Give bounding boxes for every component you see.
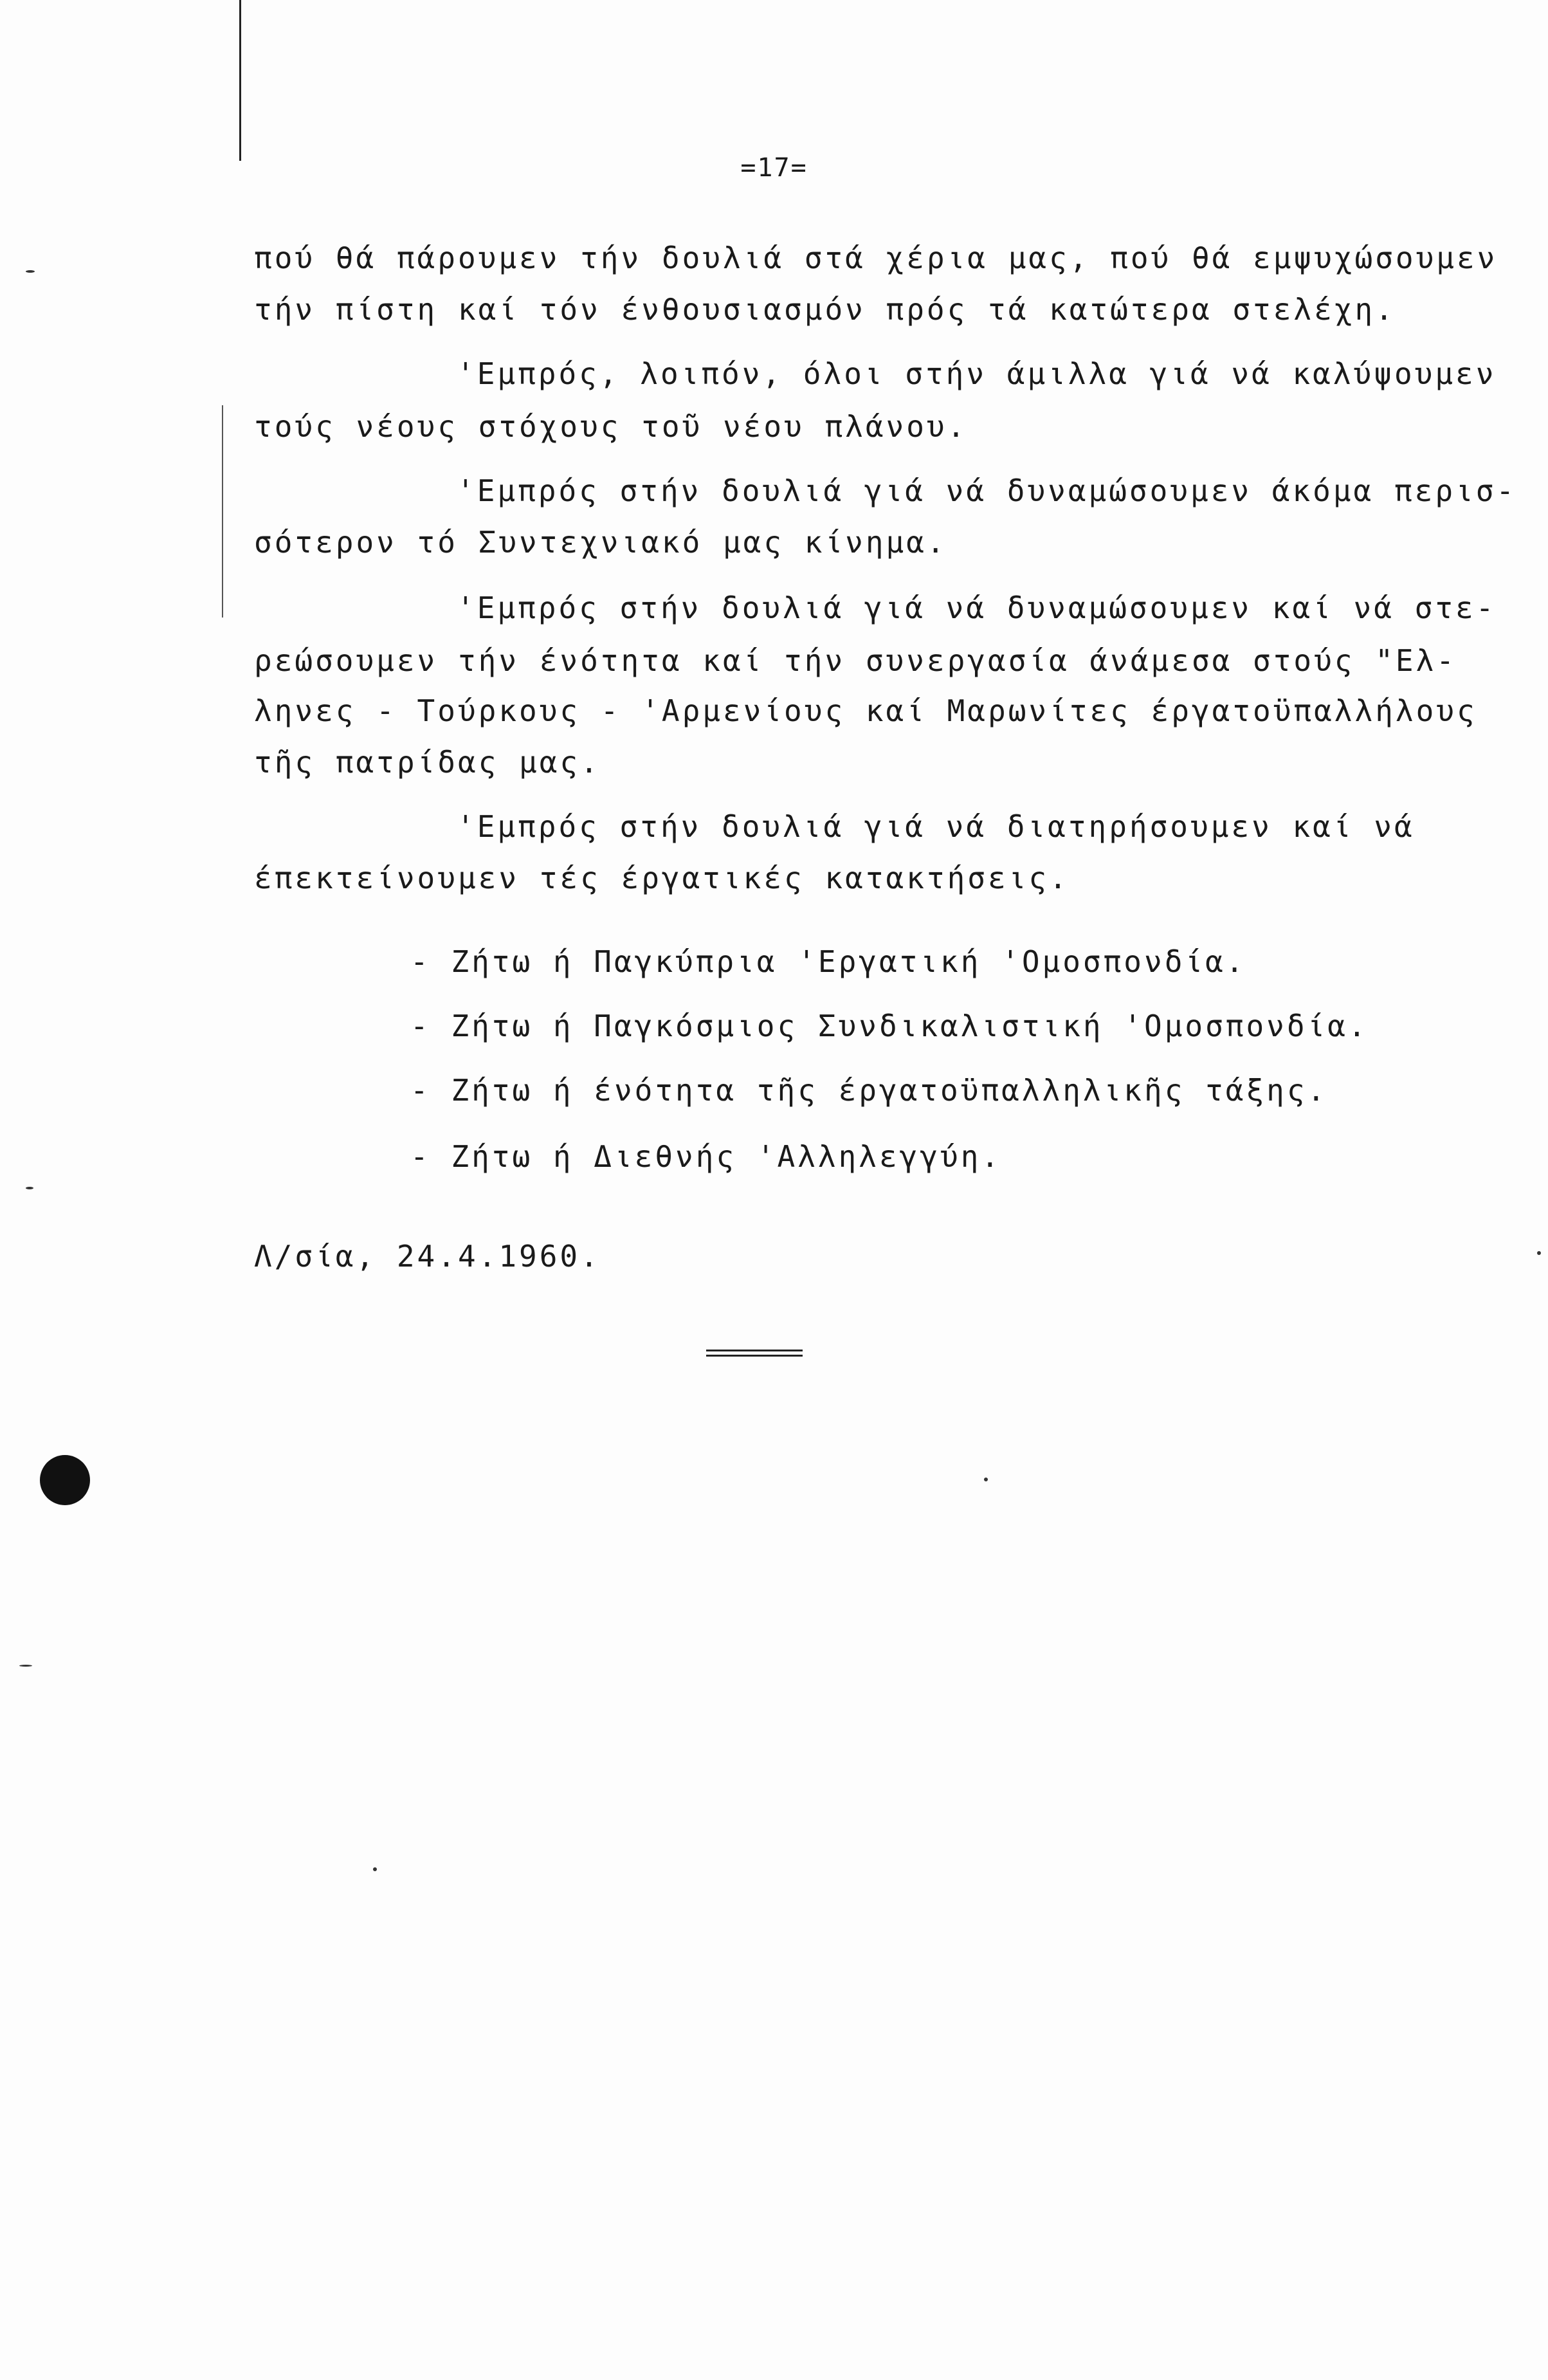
body-line: 'Εμπρός στήν δουλιά γιά νά διατηρήσουμεν καί νά — [457, 809, 1415, 844]
body-line: 'Εμπρός, λοιπόν, όλοι στήν άμιλλα γιά νά καλύψουμεν — [457, 356, 1497, 391]
body-line: τούς νέους στόχους τοῦ νέου πλάνου. — [254, 409, 968, 444]
scan-speck — [26, 270, 35, 273]
body-line: 'Εμπρός στήν δουλιά γιά νά δυναμώσουμεν άκόμα περισ- — [457, 473, 1517, 508]
body-line: 'Εμπρός στήν δουλιά γιά νά δυναμώσουμεν καί νά στε- — [457, 590, 1497, 625]
body-line: πού θά πάρουμεν τήν δουλιά στά χέρια μας, πού θά εμψυχώσουμεν — [254, 241, 1498, 275]
binding-margin-line — [239, 0, 241, 161]
slogan-line: - Ζήτω ή Παγκόσμιος Συνδικαλιστική 'Ομοσπονδία. — [410, 1009, 1369, 1043]
scan-speck — [26, 1187, 33, 1189]
body-line: έπεκτείνουμεν τές έργατικές κατακτήσεις. — [254, 861, 1070, 895]
page-number: =17= — [740, 153, 808, 183]
scan-speck — [984, 1478, 988, 1481]
body-line: τήν πίστη καί τόν ένθουσιασμόν πρός τά κατώτερα στελέχη. — [254, 292, 1396, 327]
end-of-text-rule — [706, 1350, 803, 1360]
body-line: τῆς πατρίδας μας. — [254, 745, 601, 780]
date-line: Λ/σία, 24.4.1960. — [254, 1239, 601, 1274]
scan-speck — [19, 1665, 32, 1667]
slogan-line: - Ζήτω ή Διεθνής 'Αλληλεγγύη. — [410, 1139, 1002, 1174]
slogan-line: - Ζήτω ή ένότητα τῆς έργατοϋπαλληλικῆς τάξης. — [410, 1073, 1328, 1108]
body-line: σότερον τό Συντεχνιακό μας κίνημα. — [254, 525, 947, 560]
slogan-line: - Ζήτω ή Παγκύπρια 'Εργατική 'Ομοσπονδία. — [410, 944, 1246, 979]
binding-margin-line-faint — [222, 405, 223, 618]
scan-speck — [1537, 1251, 1541, 1255]
body-line: ρεώσουμεν τήν ένότητα καί τήν συνεργασία άνάμεσα στούς "Ελ- — [254, 643, 1457, 678]
hole-punch-mark — [40, 1455, 90, 1505]
scan-speck — [373, 1867, 377, 1871]
body-line: ληνες - Τούρκους - 'Αρμενίους καί Μαρωνίτες έργατοϋπαλλήλους — [254, 693, 1477, 728]
